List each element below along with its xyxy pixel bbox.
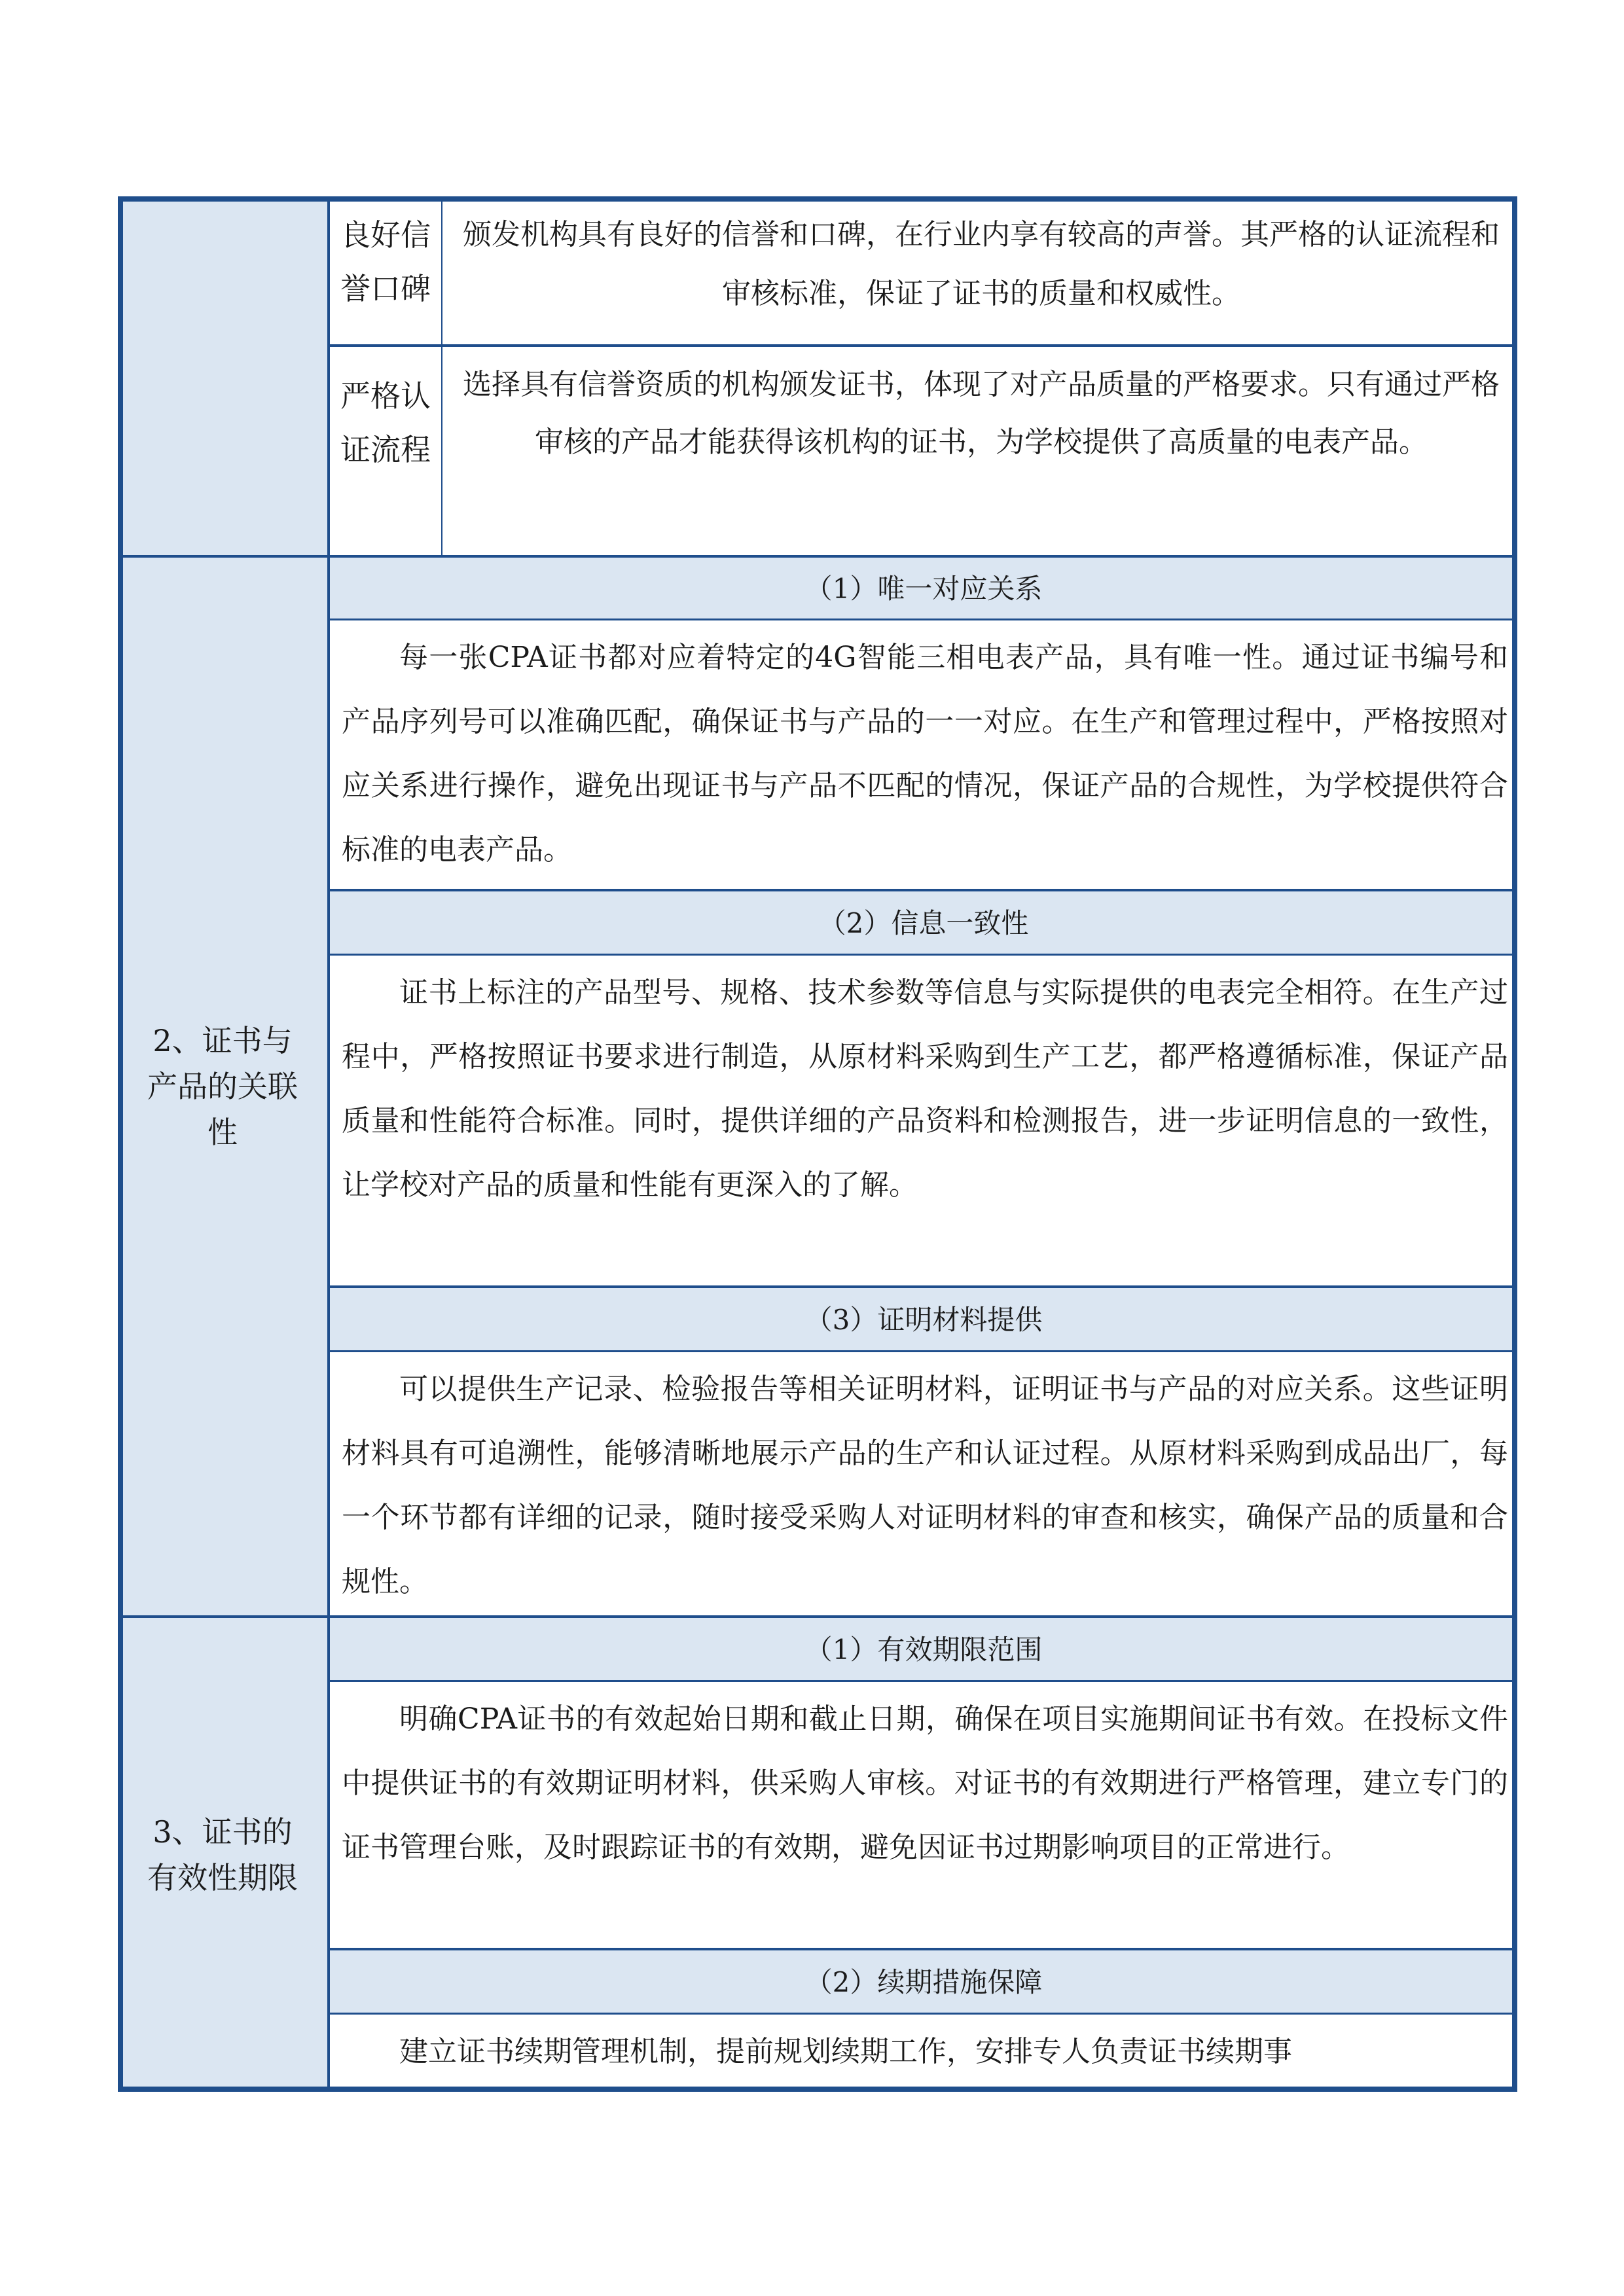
section3-title: 3、证书的有效性期限 — [147, 1814, 298, 1895]
row-label-strict: 严格认证流程 — [330, 347, 442, 558]
row-text-strict: 选择具有信誉资质的机构颁发证书，体现了对产品质量的严格要求。只有通过严格审核的产品才能获得该机构的证书，为学校提供了高质量的电表产品。 — [442, 347, 1517, 558]
section3-heading-2: （2）续期措施保障 — [330, 1950, 1517, 2015]
section2-paragraph-3: 可以提供生产记录、检验报告等相关证明材料，证明证书与产品的对应关系。这些证明材料具有可追溯性，能够清晰地展示产品的生产和认证过程。从原材料采购到成品出厂，每一个环节都有详细的记录，随时接受采购人对证明材料的审查和核实，确保产品的质量和合规性。 — [330, 1352, 1517, 1618]
section3-left-cell — [118, 1618, 330, 2092]
section3-paragraph-1: 明确CPA证书的有效起始日期和截止日期，确保在项目实施期间证书有效。在投标文件中提供证书的有效期证明材料，供采购人审核。对证书的有效期进行严格管理，建立专门的证书管理台账，及时跟踪证书的有效期，避免因证书过期影响项目的正常进行。 — [330, 1682, 1517, 1950]
section2-heading-2: （2）信息一致性 — [330, 891, 1517, 956]
section2-paragraph-2: 证书上标注的产品型号、规格、技术参数等信息与实际提供的电表完全相符。在生产过程中，严格按照证书要求进行制造，从原材料采购到生产工艺，都严格遵循标准，保证产品质量和性能符合标准。同时，提供详细的产品资料和检测报告，进一步证明信息的一致性，让学校对产品的质量和性能有更深入的了解。 — [330, 956, 1517, 1288]
document-table — [118, 196, 1517, 2092]
row-label-reputation: 良好信誉口碑 — [330, 196, 442, 347]
section2-left-cell — [118, 558, 330, 1618]
row-text-reputation: 颁发机构具有良好的信誉和口碑，在行业内享有较高的声誉。其严格的认证流程和审核标准，保证了证书的质量和权威性。 — [442, 196, 1517, 347]
section2-heading-1: （1）唯一对应关系 — [330, 558, 1517, 620]
section2-heading-3: （3）证明材料提供 — [330, 1288, 1517, 1352]
section1-left-cell — [118, 196, 330, 558]
section3-heading-1: （1）有效期限范围 — [330, 1618, 1517, 1682]
section3-paragraph-2: 建立证书续期管理机制，提前规划续期工作，安排专人负责证书续期事 — [399, 2035, 1292, 2068]
section2-paragraph-1: 每一张CPA证书都对应着特定的4G智能三相电表产品，具有唯一性。通过证书编号和产品序列号可以准确匹配，确保证书与产品的一一对应。在生产和管理过程中，严格按照对应关系进行操作，避免出现证书与产品不匹配的情况，保证产品的合规性，为学校提供符合标准的电表产品。 — [330, 620, 1517, 891]
section2-title: 2、证书与产品的关联性 — [147, 1023, 298, 1150]
